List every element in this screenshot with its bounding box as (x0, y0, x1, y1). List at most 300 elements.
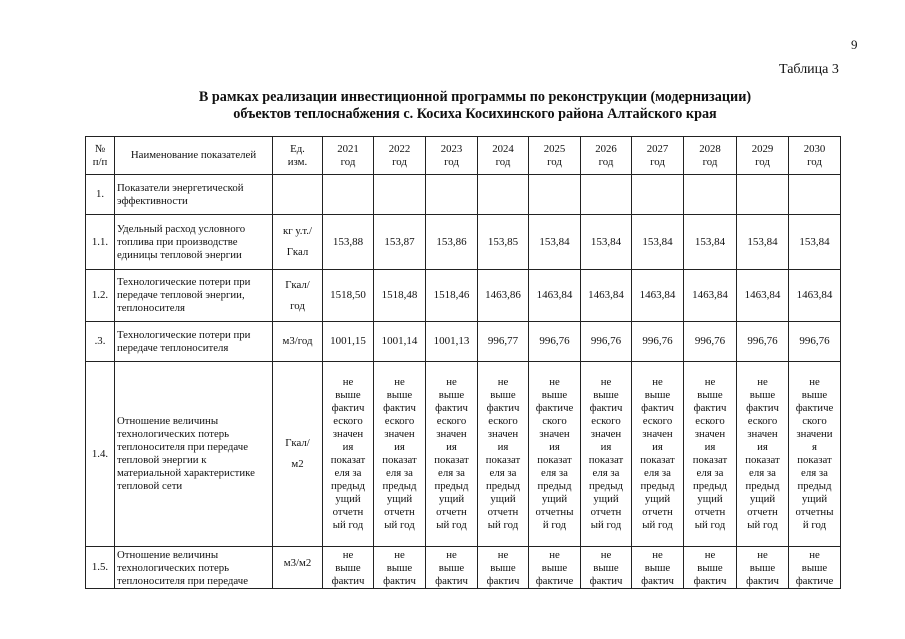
value-cell: 1518,46 (426, 270, 478, 322)
value-word: ущий (749, 493, 776, 505)
value-word: не (497, 548, 509, 561)
value-cell: 1463,84 (684, 270, 737, 322)
value-word: ского (802, 415, 827, 427)
row-number: 1. (86, 175, 115, 215)
value-word: еля за (696, 467, 724, 479)
value-cell (478, 362, 529, 547)
value-word: не (446, 548, 457, 561)
indicator-name: Удельный расход условного топлива при производстве единицы тепловой энергии (115, 215, 273, 270)
value-word: не (497, 376, 509, 388)
year-label: 2029 (751, 142, 774, 155)
value-word: предыд (797, 480, 832, 492)
value-cell (789, 547, 841, 589)
value-word: показат (640, 454, 675, 466)
value-word: фактич (693, 402, 727, 414)
value-cell (478, 547, 529, 589)
value-word: выше (697, 389, 723, 401)
year-label: 2026 (595, 142, 617, 155)
value-word: не (600, 548, 612, 561)
value-cell (684, 547, 737, 589)
value-word: значен (436, 428, 467, 440)
value-word: отчетн (694, 506, 726, 518)
value-cell: 153,85 (478, 215, 529, 270)
value-text (791, 376, 838, 532)
value-word: ия (342, 441, 354, 453)
value-word: ия (600, 441, 612, 453)
value-word: не (652, 376, 663, 388)
row-number: .3. (86, 322, 115, 362)
value-word: фактич (383, 574, 416, 587)
year-word: год (702, 155, 718, 168)
value-cell: 1463,84 (632, 270, 684, 322)
value-word: фактич (746, 574, 779, 587)
value-cell: 1518,48 (374, 270, 426, 322)
table-label: Таблица 3 (779, 62, 839, 77)
value-word: еского (747, 415, 778, 427)
value-cell (737, 362, 789, 547)
value-word: фактиче (535, 574, 574, 587)
value-word: выше (801, 561, 828, 574)
header-year (684, 137, 737, 175)
value-word: ия (704, 441, 716, 453)
value-cell (632, 362, 684, 547)
value-text (686, 549, 734, 587)
row-number: 1.4. (86, 362, 115, 547)
value-cell (632, 547, 684, 589)
year-word: год (340, 155, 356, 168)
unit-cell (273, 547, 323, 589)
table-row (86, 270, 841, 322)
value-word: предыд (330, 480, 366, 492)
unit-line: кг у.т./ (283, 225, 312, 237)
empty-cell (374, 175, 426, 215)
header-year (323, 137, 374, 175)
value-word: предыд (640, 480, 675, 492)
unit-cell (273, 322, 323, 362)
empty-cell (323, 175, 374, 215)
table-row (86, 362, 841, 547)
header-year (581, 137, 632, 175)
table-row (86, 547, 841, 589)
value-word: ущий (697, 493, 723, 505)
value-cell: 1463,84 (529, 270, 581, 322)
value-word: предыд (537, 480, 572, 492)
value-word: не (394, 548, 405, 561)
year-word: год (807, 155, 822, 168)
year-word: год (755, 155, 770, 168)
value-word: ый год (487, 519, 519, 531)
indicators-table (85, 136, 841, 589)
value-text (428, 376, 475, 532)
value-word: отчетн (642, 506, 673, 518)
value-text (634, 376, 681, 532)
indicator-name: Отношение величины технологических потерь теплоносителя при передаче (115, 547, 273, 589)
value-word: предыд (745, 480, 780, 492)
header-year (632, 137, 684, 175)
header-row (86, 137, 841, 175)
value-word: не (704, 548, 716, 561)
year-word: год (392, 155, 407, 168)
value-word: значен (539, 428, 570, 440)
value-word: выше (386, 561, 413, 574)
value-word: значен (487, 428, 519, 440)
value-text (686, 376, 734, 532)
value-word: не (342, 548, 354, 561)
value-word: выше (438, 561, 465, 574)
value-word: ый год (642, 519, 673, 531)
unit-cell (273, 362, 323, 547)
year-word: год (598, 155, 614, 168)
value-cell: 153,84 (789, 215, 841, 270)
header-year (737, 137, 789, 175)
value-word: й год (802, 519, 827, 531)
value-word: не (549, 376, 560, 388)
header-unit-line: Ед. (290, 142, 305, 155)
table-row (86, 322, 841, 362)
year-word: год (650, 155, 665, 168)
value-word: ущий (490, 493, 516, 505)
value-word: ущий (386, 493, 413, 505)
value-word: выше (541, 561, 568, 574)
value-word: фактич (486, 574, 520, 587)
value-word: не (446, 376, 457, 388)
value-word: выше (438, 389, 465, 401)
value-cell: 996,76 (789, 322, 841, 362)
value-word: выше (644, 389, 671, 401)
value-word: й год (542, 519, 567, 531)
row-number: 1.5. (86, 547, 115, 589)
value-word: выше (749, 561, 776, 574)
value-word: отчетн (332, 506, 364, 518)
value-word: ия (446, 441, 457, 453)
value-word: предыд (692, 480, 728, 492)
value-word: фактич (331, 574, 365, 587)
value-text (531, 376, 578, 532)
header-year (478, 137, 529, 175)
value-word: выше (697, 561, 723, 574)
value-cell (374, 362, 426, 547)
value-cell (529, 547, 581, 589)
header-name: Наименование показателей (115, 137, 273, 175)
empty-cell (581, 175, 632, 215)
value-text (791, 549, 838, 587)
value-word: значен (642, 428, 673, 440)
value-word: еского (384, 415, 415, 427)
value-word: не (394, 376, 405, 388)
value-cell (323, 362, 374, 547)
year-label: 2021 (337, 142, 359, 155)
indicator-name: Технологические потери при передаче тепловой энергии, теплоносителя (115, 270, 273, 322)
value-word: фактич (486, 402, 520, 414)
value-cell: 1463,84 (581, 270, 632, 322)
value-text (739, 376, 786, 532)
value-word: показат (382, 454, 417, 466)
value-word: значен (694, 428, 726, 440)
value-word: не (652, 548, 663, 561)
value-word: не (809, 376, 820, 388)
empty-cell (478, 175, 529, 215)
value-word: еля за (334, 467, 362, 479)
value-word: еля за (749, 467, 776, 479)
value-word: еля за (644, 467, 671, 479)
document-title (150, 89, 800, 123)
value-cell: 153,87 (374, 215, 426, 270)
value-text (376, 549, 423, 587)
unit-line: м3/год (282, 335, 313, 347)
value-word: фактиче (535, 402, 574, 414)
table-row (86, 215, 841, 270)
value-cell: 1001,13 (426, 322, 478, 362)
value-cell: 996,76 (684, 322, 737, 362)
value-cell: 153,84 (581, 215, 632, 270)
value-word: фактич (331, 402, 365, 414)
value-word: ый год (436, 519, 467, 531)
empty-cell (737, 175, 789, 215)
value-word: выше (801, 389, 828, 401)
indicator-name: Технологические потери при передаче теплоносителя (115, 322, 273, 362)
value-word: не (342, 376, 354, 388)
value-word: показат (330, 454, 366, 466)
value-word: ского (542, 415, 567, 427)
value-cell: 153,84 (529, 215, 581, 270)
value-word: фактич (589, 402, 623, 414)
value-word: предыд (485, 480, 521, 492)
value-cell (323, 547, 374, 589)
value-word: ия (497, 441, 509, 453)
value-word: ия (549, 441, 560, 453)
value-word: предыд (382, 480, 417, 492)
value-cell: 1001,15 (323, 322, 374, 362)
header-year (426, 137, 478, 175)
value-cell: 153,84 (632, 215, 684, 270)
value-word: значени (796, 428, 833, 440)
year-label: 2027 (646, 142, 669, 155)
value-word: фактич (435, 402, 468, 414)
indicator-name: Показатели энергетической эффективности (115, 175, 273, 215)
value-word: ущий (593, 493, 619, 505)
value-word: я (812, 441, 817, 453)
value-word: фактиче (795, 574, 834, 587)
value-word: еского (642, 415, 673, 427)
value-word: не (809, 548, 820, 561)
value-word: ущий (335, 493, 361, 505)
value-text (739, 549, 786, 587)
header-num-line: п/п (92, 155, 108, 168)
value-cell: 153,86 (426, 215, 478, 270)
header-num (86, 137, 115, 175)
value-cell: 996,76 (737, 322, 789, 362)
value-word: выше (749, 389, 776, 401)
value-text (634, 549, 681, 587)
value-word: выше (593, 561, 619, 574)
indicator-name: Отношение величины технологических потерь теплоносителя при передаче тепловой энергии к материальной характеристике тепловой сети (115, 362, 273, 547)
value-text (583, 549, 629, 587)
empty-cell (632, 175, 684, 215)
value-word: показат (588, 454, 624, 466)
value-cell (789, 362, 841, 547)
value-word: отчетн (384, 506, 415, 518)
value-word: ия (394, 441, 405, 453)
value-cell (529, 362, 581, 547)
value-word: выше (335, 561, 361, 574)
value-cell (426, 547, 478, 589)
value-word: не (600, 376, 612, 388)
value-text (376, 376, 423, 532)
value-text (325, 549, 371, 587)
value-cell: 996,76 (632, 322, 684, 362)
value-word: фактич (641, 574, 674, 587)
value-word: выше (490, 389, 516, 401)
value-word: фактич (641, 402, 674, 414)
value-text (325, 376, 371, 532)
value-word: выше (541, 389, 568, 401)
value-word: выше (644, 561, 671, 574)
table-row (86, 175, 841, 215)
value-word: еля за (541, 467, 568, 479)
value-word: ия (652, 441, 663, 453)
value-word: выше (335, 389, 361, 401)
value-word: ущий (438, 493, 465, 505)
year-label: 2028 (699, 142, 721, 155)
unit-cell (273, 215, 323, 270)
value-word: ый год (384, 519, 415, 531)
row-number: 1.1. (86, 215, 115, 270)
value-word: отчетны (795, 506, 834, 518)
value-word: ущий (644, 493, 671, 505)
value-text (480, 549, 526, 587)
year-label: 2030 (803, 142, 826, 155)
value-word: еля за (801, 467, 828, 479)
value-text (531, 549, 578, 587)
header-year (789, 137, 841, 175)
value-cell (426, 362, 478, 547)
value-word: не (757, 548, 768, 561)
empty-cell (529, 175, 581, 215)
value-cell (581, 547, 632, 589)
value-word: еля за (386, 467, 413, 479)
value-word: фактич (589, 574, 623, 587)
value-cell: 1001,14 (374, 322, 426, 362)
value-cell: 996,76 (581, 322, 632, 362)
year-label: 2022 (388, 142, 411, 155)
value-word: еля за (438, 467, 465, 479)
header-unit (273, 137, 323, 175)
value-word: предыд (434, 480, 469, 492)
value-word: отчетн (590, 506, 622, 518)
value-word: отчетн (747, 506, 778, 518)
unit-line: м2 (291, 458, 304, 470)
value-word: показат (745, 454, 780, 466)
value-word: значен (590, 428, 622, 440)
value-word: показат (485, 454, 521, 466)
year-word: год (495, 155, 511, 168)
value-word: ущий (801, 493, 828, 505)
value-cell: 153,88 (323, 215, 374, 270)
value-cell: 996,77 (478, 322, 529, 362)
value-text (428, 549, 475, 587)
value-word: отчетн (487, 506, 519, 518)
value-word: отчетн (436, 506, 467, 518)
value-word: фактич (383, 402, 416, 414)
value-text (480, 376, 526, 532)
value-word: показат (692, 454, 728, 466)
header-year (529, 137, 581, 175)
value-word: еля за (592, 467, 620, 479)
header-num-line: № (94, 142, 106, 155)
row-number: 1.2. (86, 270, 115, 322)
year-label: 2023 (440, 142, 463, 155)
value-word: фактич (746, 402, 779, 414)
value-text (583, 376, 629, 532)
value-word: ый год (694, 519, 726, 531)
value-cell: 1518,50 (323, 270, 374, 322)
value-cell: 1463,84 (789, 270, 841, 322)
empty-cell (789, 175, 841, 215)
value-word: ый год (332, 519, 364, 531)
value-cell: 153,84 (737, 215, 789, 270)
value-word: выше (490, 561, 516, 574)
value-cell (581, 362, 632, 547)
value-word: показат (797, 454, 832, 466)
unit-cell (273, 175, 323, 215)
empty-cell (426, 175, 478, 215)
value-cell (374, 547, 426, 589)
year-label: 2024 (492, 142, 514, 155)
value-word: показат (434, 454, 469, 466)
value-cell: 996,76 (529, 322, 581, 362)
unit-line: м3/м2 (283, 557, 312, 569)
year-word: год (444, 155, 459, 168)
value-word: отчетны (535, 506, 574, 518)
value-word: значен (747, 428, 778, 440)
value-cell: 1463,84 (737, 270, 789, 322)
unit-line: Гкал/ (285, 437, 310, 449)
value-word: выше (593, 389, 619, 401)
value-word: не (549, 548, 560, 561)
value-word: предыд (588, 480, 624, 492)
unit-line: Гкал/ (285, 278, 310, 291)
value-word: фактиче (795, 402, 834, 414)
title-line-1: В рамках реализации инвестиционной программы по реконструкции (модернизации) (198, 89, 752, 105)
value-word: не (757, 376, 768, 388)
unit-line: Гкал (286, 246, 309, 258)
value-word: еского (591, 415, 621, 427)
value-cell: 153,84 (684, 215, 737, 270)
value-word: фактич (693, 574, 727, 587)
value-word: еского (488, 415, 518, 427)
value-word: выше (386, 389, 413, 401)
value-cell (737, 547, 789, 589)
value-word: еского (333, 415, 363, 427)
year-label: 2025 (543, 142, 566, 155)
page-number: 9 (851, 37, 858, 52)
value-word: ый год (747, 519, 778, 531)
value-cell: 1463,86 (478, 270, 529, 322)
header-year (374, 137, 426, 175)
unit-line: год (290, 299, 305, 312)
year-word: год (547, 155, 562, 168)
header-unit-line: изм. (287, 155, 308, 168)
value-word: ый год (590, 519, 622, 531)
value-word: фактич (435, 574, 468, 587)
value-cell (684, 362, 737, 547)
unit-cell (273, 270, 323, 322)
value-word: показат (537, 454, 572, 466)
value-word: не (704, 376, 716, 388)
value-word: еского (436, 415, 467, 427)
table-body (86, 175, 841, 589)
value-word: еля за (489, 467, 517, 479)
